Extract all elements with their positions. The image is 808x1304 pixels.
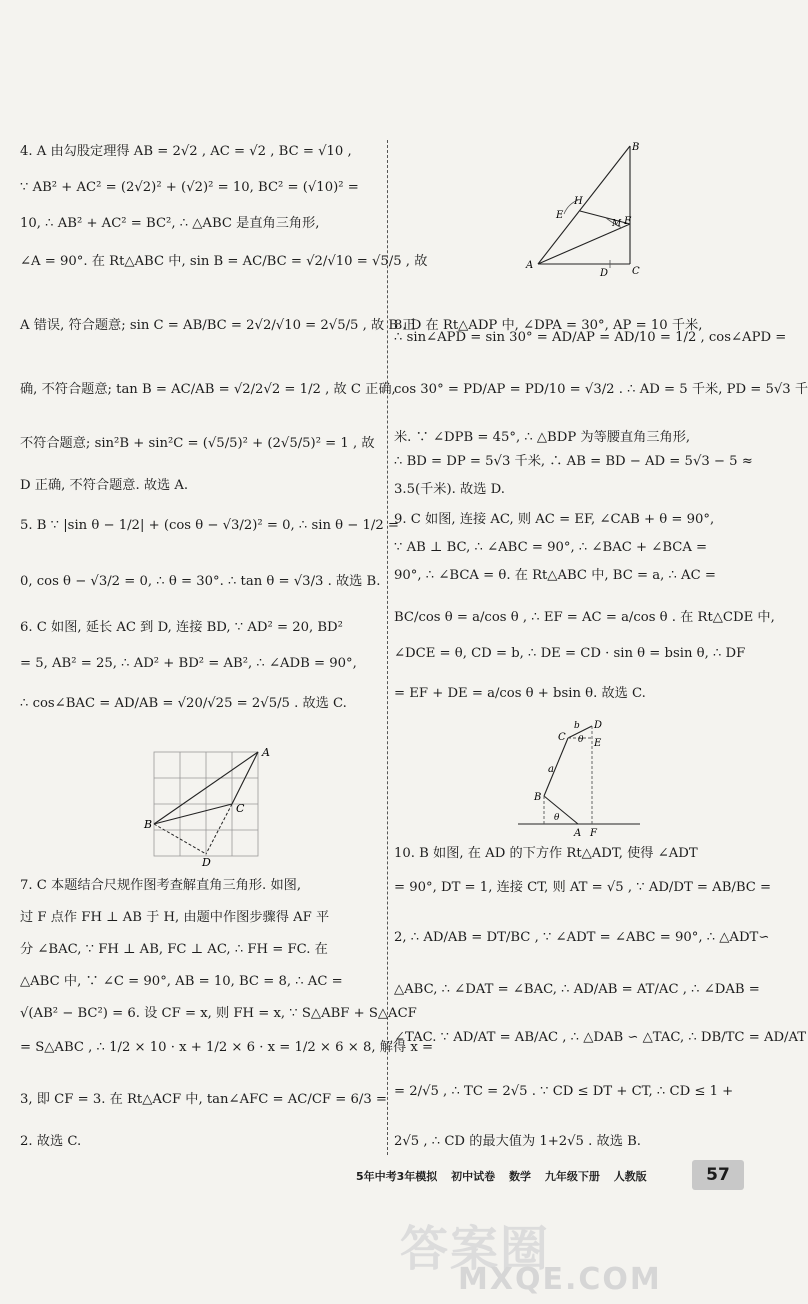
footer-book: 初中试卷 — [451, 1170, 496, 1183]
q4-line-5: A 错误, 符合题意; sin C = AB/BC = 2√2/√10 = 2√5/5 , 故 B 正 — [20, 318, 416, 333]
q10-line-3: 2, ∴ AD/AB = DT/BC , ∵ ∠ADT = ∠ABC = 90°, ∴ △ADT∽ — [394, 930, 770, 945]
q7-line-5: √(AB² − BC²) = 6. 设 CF = x, 则 FH = x, ∵ S△ABF + S△ACF — [20, 1006, 417, 1021]
q10-line-2: = 90°, DT = 1, 连接 CT, 则 AT = √5 , ∵ AD/DT = AB/BC = — [394, 880, 772, 895]
footer-series: 5年中考3年模拟 — [356, 1170, 438, 1183]
q9-label-b: B — [534, 792, 542, 803]
q9-line-6: = EF + DE = a/cos θ + bsin θ. 故选 C. — [394, 686, 646, 701]
q8-line-5: ∴ BD = DP = 5√3 千米, ∴ AB = BD − AD = 5√3 − 5 ≈ — [394, 454, 753, 469]
q4-line-4: ∠A = 90°. 在 Rt△ABC 中, sin B = AC/BC = √2/√10 = √5/5 , 故 — [20, 254, 428, 269]
q9-line-4: BC/cos θ = a/cos θ , ∴ EF = AC = a/cos θ . 在 Rt△CDE 中, — [394, 610, 775, 625]
q6-label-d: D — [202, 856, 211, 869]
page-number: 57 — [692, 1160, 744, 1190]
watermark-title: 答案圈 — [400, 1221, 551, 1277]
footer-grade: 九年级下册 — [544, 1170, 600, 1183]
q9-label-theta-top: θ — [578, 735, 584, 745]
watermark-url: MXQE.COM — [458, 1262, 662, 1297]
q7-line-6: = S△ABC , ∴ 1/2 × 10 · x + 1/2 × 6 · x = 1/2 × 6 × 8, 解得 x = — [20, 1040, 434, 1055]
column-divider — [387, 140, 388, 1155]
q7-label-f: F — [624, 216, 631, 227]
q5-line-2: 0, cos θ − √3/2 = 0, ∴ θ = 30°. ∴ tan θ = √3/3 . 故选 B. — [20, 574, 381, 589]
q9-label-c: C — [558, 732, 566, 743]
q8-line-1: 8. D 在 Rt△ADP 中, ∠DPA = 30°, AP = 10 千米, — [394, 318, 703, 333]
q5-line-1: 5. B ∵ |sin θ − 1/2| + (cos θ − √3/2)² = 0, ∴ sin θ − 1/2 = — [20, 518, 399, 533]
q9-line-2: ∵ AB ⊥ BC, ∴ ∠ABC = 90°, ∴ ∠BAC + ∠BCA = — [394, 540, 708, 555]
q4-line-1: 4. A 由勾股定理得 AB = 2√2 , AC = √2 , BC = √10 , — [20, 144, 352, 159]
q4-line-2: ∵ AB² + AC² = (2√2)² + (√2)² = 10, BC² = (√10)² = — [20, 180, 359, 195]
q7-label-h: H — [574, 196, 583, 207]
q7-label-d: D — [600, 268, 609, 279]
q9-line-1: 9. C 如图, 连接 AC, 则 AC = EF, ∠CAB + θ = 90°, — [394, 512, 715, 527]
q10-line-7: 2√5 , ∴ CD 的最大值为 1+2√5 . 故选 B. — [394, 1134, 641, 1149]
q9-label-a: A — [574, 828, 582, 839]
q9-line-3: 90°, ∴ ∠BCA = θ. 在 Rt△ABC 中, BC = a, ∴ AC = — [394, 568, 716, 583]
q6-grid-figure — [144, 746, 290, 869]
q4-line-8: D 正确, 不符合题意. 故选 A. — [20, 478, 189, 493]
footer-subject: 数学 — [509, 1170, 531, 1183]
q4-line-7: 不符合题意; sin²B + sin²C = (√5/5)² + (2√5/5)² = 1 , 故 — [20, 436, 375, 451]
q8-line-3: cos 30° = PD/AP = PD/10 = √3/2 . ∴ AD = 5 千米, PD = 5√3 千 — [394, 382, 808, 397]
q9-label-b-length: b — [574, 721, 580, 731]
q8-line-6: 3.5(千米). 故选 D. — [394, 482, 505, 497]
q9-ladder-figure — [514, 720, 644, 840]
q7-line-3: 分 ∠BAC, ∵ FH ⊥ AB, FC ⊥ AC, ∴ FH = FC. 在 — [20, 942, 328, 957]
q7-label-a: A — [526, 260, 534, 271]
q10-line-5: ∠TAC. ∵ AD/AT = AB/AC , ∴ △DAB ∽ △TAC, ∴ DB/TC = AD/AT — [394, 1030, 807, 1045]
q7-label-m: M — [612, 219, 622, 229]
q7-line-7: 3, 即 CF = 3. 在 Rt△ACF 中, tan∠AFC = AC/CF = 6/3 = — [20, 1092, 387, 1107]
q7-line-4: △ABC 中, ∵ ∠C = 90°, AB = 10, BC = 8, ∴ AC = — [20, 974, 343, 989]
q9-label-a-length: a — [548, 764, 554, 775]
q7-label-e: E — [556, 210, 564, 221]
q9-label-theta-bottom: θ — [554, 813, 560, 823]
q8-line-4: 米. ∵ ∠DPB = 45°, ∴ △BDP 为等腰直角三角形, — [394, 430, 691, 445]
q10-line-1: 10. B 如图, 在 AD 的下方作 Rt△ADT, 使得 ∠ADT — [394, 846, 698, 861]
q9-label-f: F — [590, 828, 597, 839]
q7-line-1: 7. C 本题结合尺规作图考查解直角三角形. 如图, — [20, 878, 302, 893]
q9-line-5: ∠DCE = θ, CD = b, ∴ DE = CD · sin θ = bsin θ, ∴ DF — [394, 646, 746, 661]
q7-line-2: 过 F 点作 FH ⊥ AB 于 H, 由题中作图步骤得 AF 平 — [20, 910, 330, 925]
q7-label-c: C — [632, 266, 640, 277]
q8-line-2: ∴ sin∠APD = sin 30° = AD/AP = AD/10 = 1/2 , cos∠APD = — [394, 330, 787, 345]
footer-edition: 人教版 — [613, 1170, 647, 1183]
q10-line-6: = 2/√5 , ∴ TC = 2√5 . ∵ CD ≤ DT + CT, ∴ CD ≤ 1 + — [394, 1084, 734, 1099]
q4-line-3: 10, ∴ AB² + AC² = BC², ∴ △ABC 是直角三角形, — [20, 216, 320, 231]
page-footer — [356, 1168, 657, 1184]
q6-line-1: 6. C 如图, 延长 AC 到 D, 连接 BD, ∵ AD² = 20, BD² — [20, 620, 343, 635]
q7-line-8: 2. 故选 C. — [20, 1134, 82, 1149]
q6-label-c: C — [236, 802, 245, 815]
q6-label-b: B — [144, 818, 153, 831]
watermark — [400, 1210, 662, 1297]
q10-line-4: △ABC, ∴ ∠DAT = ∠BAC, ∴ AD/AB = AT/AC , ∴ ∠DAB = — [394, 982, 760, 997]
q9-label-e: E — [594, 738, 602, 749]
q6-label-a: A — [262, 746, 270, 759]
q4-line-6: 确, 不符合题意; tan B = AC/AB = √2/2√2 = 1/2 , 故 C 正确, — [20, 382, 396, 397]
q7-construction-figure — [524, 138, 654, 278]
q7-label-b: B — [632, 142, 640, 153]
q6-line-2: = 5, AB² = 25, ∴ AD² + BD² = AB², ∴ ∠ADB = 90°, — [20, 656, 357, 671]
q6-line-3: ∴ cos∠BAC = AD/AB = √20/√25 = 2√5/5 . 故选 C. — [20, 696, 347, 711]
q9-label-d: D — [594, 720, 603, 731]
